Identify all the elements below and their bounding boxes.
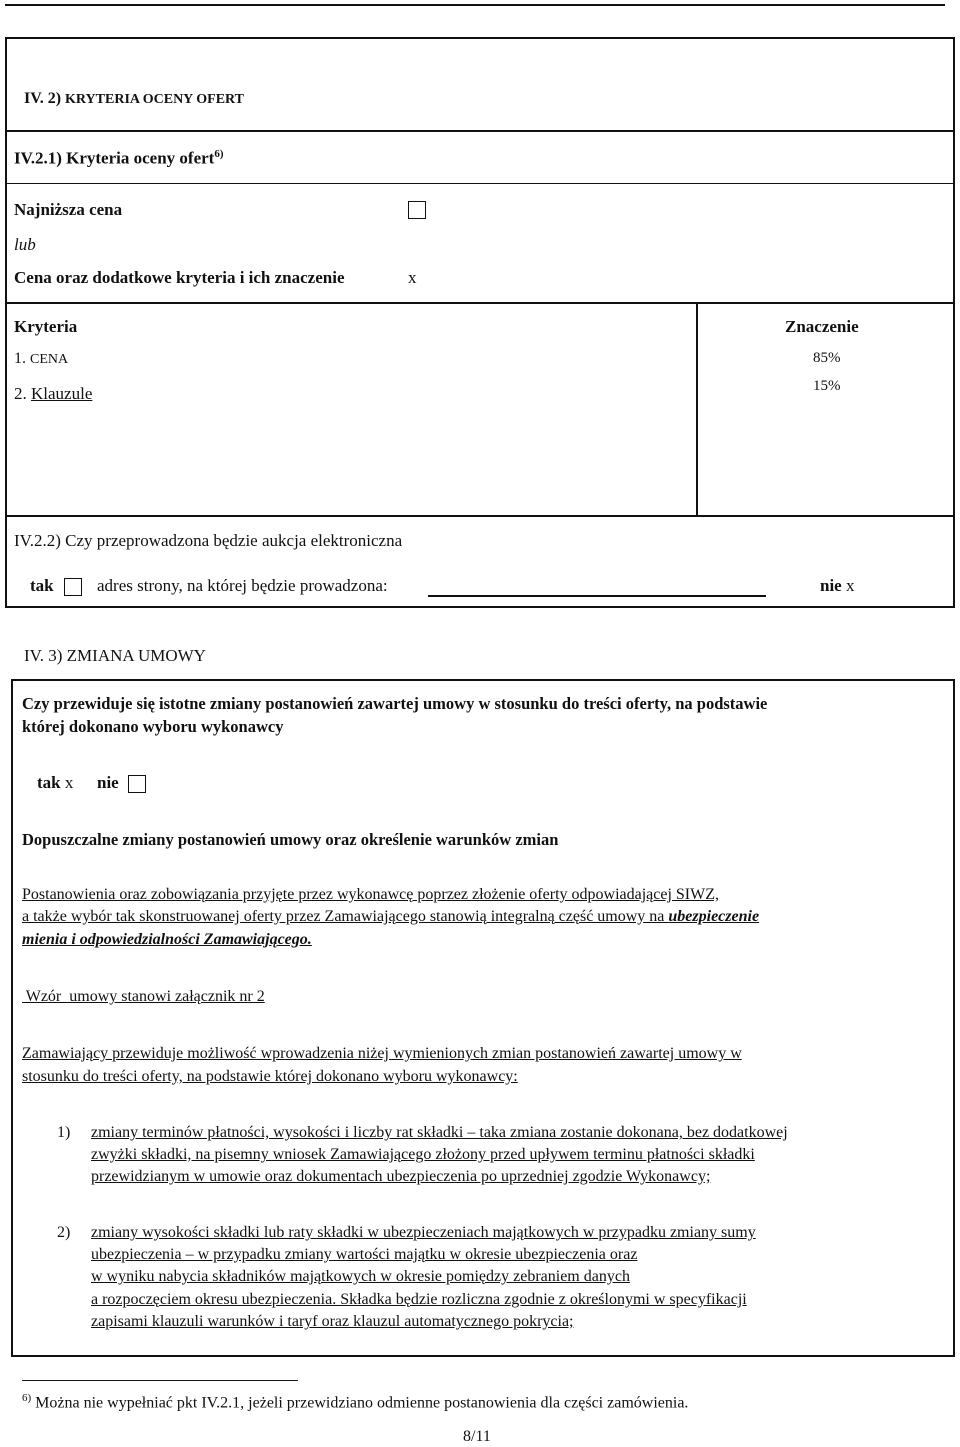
auction-address-input[interactable] bbox=[428, 595, 766, 597]
para1-line-1: Postanowienia oraz zobowiązania przyjęte przez wykonawcę poprzez złożenie oferty odpowiadającej SIWZ, bbox=[22, 886, 720, 903]
iv3-yes-row bbox=[37, 773, 73, 793]
iv3-yes-mark[interactable]: x bbox=[64, 773, 74, 792]
para1-line-2 bbox=[22, 908, 759, 926]
iv21-footnote-ref: 6) bbox=[214, 148, 224, 160]
list-item-2-line-4: a rozpoczęciem okresu ubezpieczenia. Składka będzie rozliczna zgodnie z określonymi w specyfikacji bbox=[91, 1291, 747, 1308]
section-iv2-heading-prefix: IV. 2) bbox=[24, 90, 66, 107]
para1-line-3: mienia i odpowiedzialności Zamawiającego. bbox=[22, 931, 312, 948]
criteria-header: Kryteria bbox=[14, 317, 78, 336]
list-item-1-number: 1) bbox=[57, 1124, 71, 1141]
footnote-marker: 6) bbox=[22, 1392, 32, 1404]
iv3-question-line-1: Czy przewiduje się istotne zmiany postanowień zawartej umowy w stosunku do treści oferty, na podstawie bbox=[22, 694, 768, 713]
iv21-heading-text: IV.2.1) Kryteria oceny ofert bbox=[14, 148, 215, 168]
options-divider bbox=[5, 302, 955, 304]
para2-line-1: Zamawiający przewiduje możliwość wprowadzenia niżej wymienionych zmian postanowień zawartej umowy w bbox=[22, 1045, 742, 1062]
auction-no-row bbox=[820, 576, 854, 596]
criterion-1-number: 1. bbox=[14, 350, 26, 367]
auction-no-label: nie bbox=[820, 576, 842, 595]
iv3-yes-label: tak bbox=[37, 773, 61, 792]
criteria-column-divider bbox=[696, 302, 698, 516]
criterion-1-name: CENA bbox=[30, 352, 69, 367]
list-item-1-line-1: zmiany terminów płatności, wysokości i liczby rat składki – taka zmiana zostanie dokonana, bez dodatkowej bbox=[91, 1124, 788, 1141]
criterion-2 bbox=[14, 384, 92, 404]
auction-yes-label: tak bbox=[30, 576, 54, 595]
lowest-price-checkbox[interactable] bbox=[408, 201, 426, 219]
para2-line-2: stosunku do treści oferty, na podstawie której dokonano wyboru wykonawcy: bbox=[22, 1068, 518, 1085]
criterion-1-weight: 85% bbox=[813, 350, 841, 366]
page-number: 8/11 bbox=[463, 1428, 491, 1445]
para1-line-2-text: a także wybór tak skonstruowanej oferty przez Zamawiającego stanowią integralną część umowy na bbox=[22, 908, 669, 925]
price-and-criteria-mark[interactable]: x bbox=[408, 268, 417, 287]
criterion-1 bbox=[14, 350, 68, 368]
iv22-heading: IV.2.2) Czy przeprowadzona będzie aukcja elektroniczna bbox=[14, 531, 403, 550]
iv2-heading-divider bbox=[5, 130, 955, 132]
list-item-1-line-2: zwyżki składki, na pisemny wniosek Zamawiającego złożony przed upływem terminu płatności składki bbox=[91, 1146, 755, 1163]
list-item-2-line-2: ubezpieczenia – w przypadku zmiany wartości majątku w okresie ubezpieczenia oraz bbox=[91, 1246, 638, 1263]
iv21-heading bbox=[14, 148, 224, 169]
section-iv3-heading: IV. 3) ZMIANA UMOWY bbox=[24, 646, 206, 665]
auction-address-label: adres strony, na której będzie prowadzona: bbox=[97, 576, 388, 595]
iv3-no-label: nie bbox=[97, 773, 119, 792]
allowed-changes-heading: Dopuszczalne zmiany postanowień umowy oraz określenie warunków zmian bbox=[22, 830, 559, 849]
auction-no-mark[interactable]: x bbox=[845, 576, 855, 595]
criterion-2-number: 2. bbox=[14, 384, 27, 403]
option-lowest-price: Najniższa cena bbox=[14, 200, 123, 219]
footnote-text: Można nie wypełniać pkt IV.2.1, jeżeli przewidziano odmienne postanowienia dla części zamówienia. bbox=[35, 1394, 689, 1412]
list-item-1-line-3: przewidzianym w umowie oraz dokumentach ubezpieczenia po uprzedniej zgodzie Wykonawcy; bbox=[91, 1168, 711, 1185]
iv3-no-checkbox[interactable] bbox=[128, 775, 146, 793]
iv3-question-line-2: której dokonano wyboru wykonawcy bbox=[22, 717, 284, 736]
list-item-2-number: 2) bbox=[57, 1224, 71, 1241]
criterion-2-weight: 15% bbox=[813, 378, 841, 394]
list-item-2-line-3: w wyniku nabycia składników majątkowych w okresie pomiędzy zebraniem danych bbox=[91, 1268, 630, 1285]
section-iv2-heading bbox=[24, 90, 244, 108]
template-note: Wzór umowy stanowi załącznik nr 2 bbox=[22, 988, 265, 1005]
auction-yes-row bbox=[30, 576, 54, 596]
criteria-table-bottom bbox=[5, 515, 955, 517]
option-price-and-criteria: Cena oraz dodatkowe kryteria i ich znaczenie bbox=[14, 268, 345, 287]
footnote-rule bbox=[22, 1380, 298, 1381]
iv21-divider bbox=[5, 183, 955, 184]
weight-header: Znaczenie bbox=[785, 317, 859, 336]
criterion-2-name: Klauzule bbox=[31, 384, 93, 403]
top-rule bbox=[5, 4, 945, 6]
list-item-2-line-5: zapisami klauzuli warunków i taryf oraz klauzul automatycznego pokrycia; bbox=[91, 1313, 574, 1330]
footnote bbox=[22, 1392, 688, 1412]
para1-line-2-emphasis: ubezpieczenie bbox=[668, 908, 760, 925]
option-or: lub bbox=[14, 235, 36, 254]
list-item-2-line-1: zmiany wysokości składki lub raty składki w ubezpieczeniach majątkowych w przypadku zmiany sumy bbox=[91, 1224, 756, 1241]
auction-yes-checkbox[interactable] bbox=[64, 578, 82, 596]
section-iv2-heading-title: KRYTERIA OCENY OFERT bbox=[65, 92, 245, 107]
